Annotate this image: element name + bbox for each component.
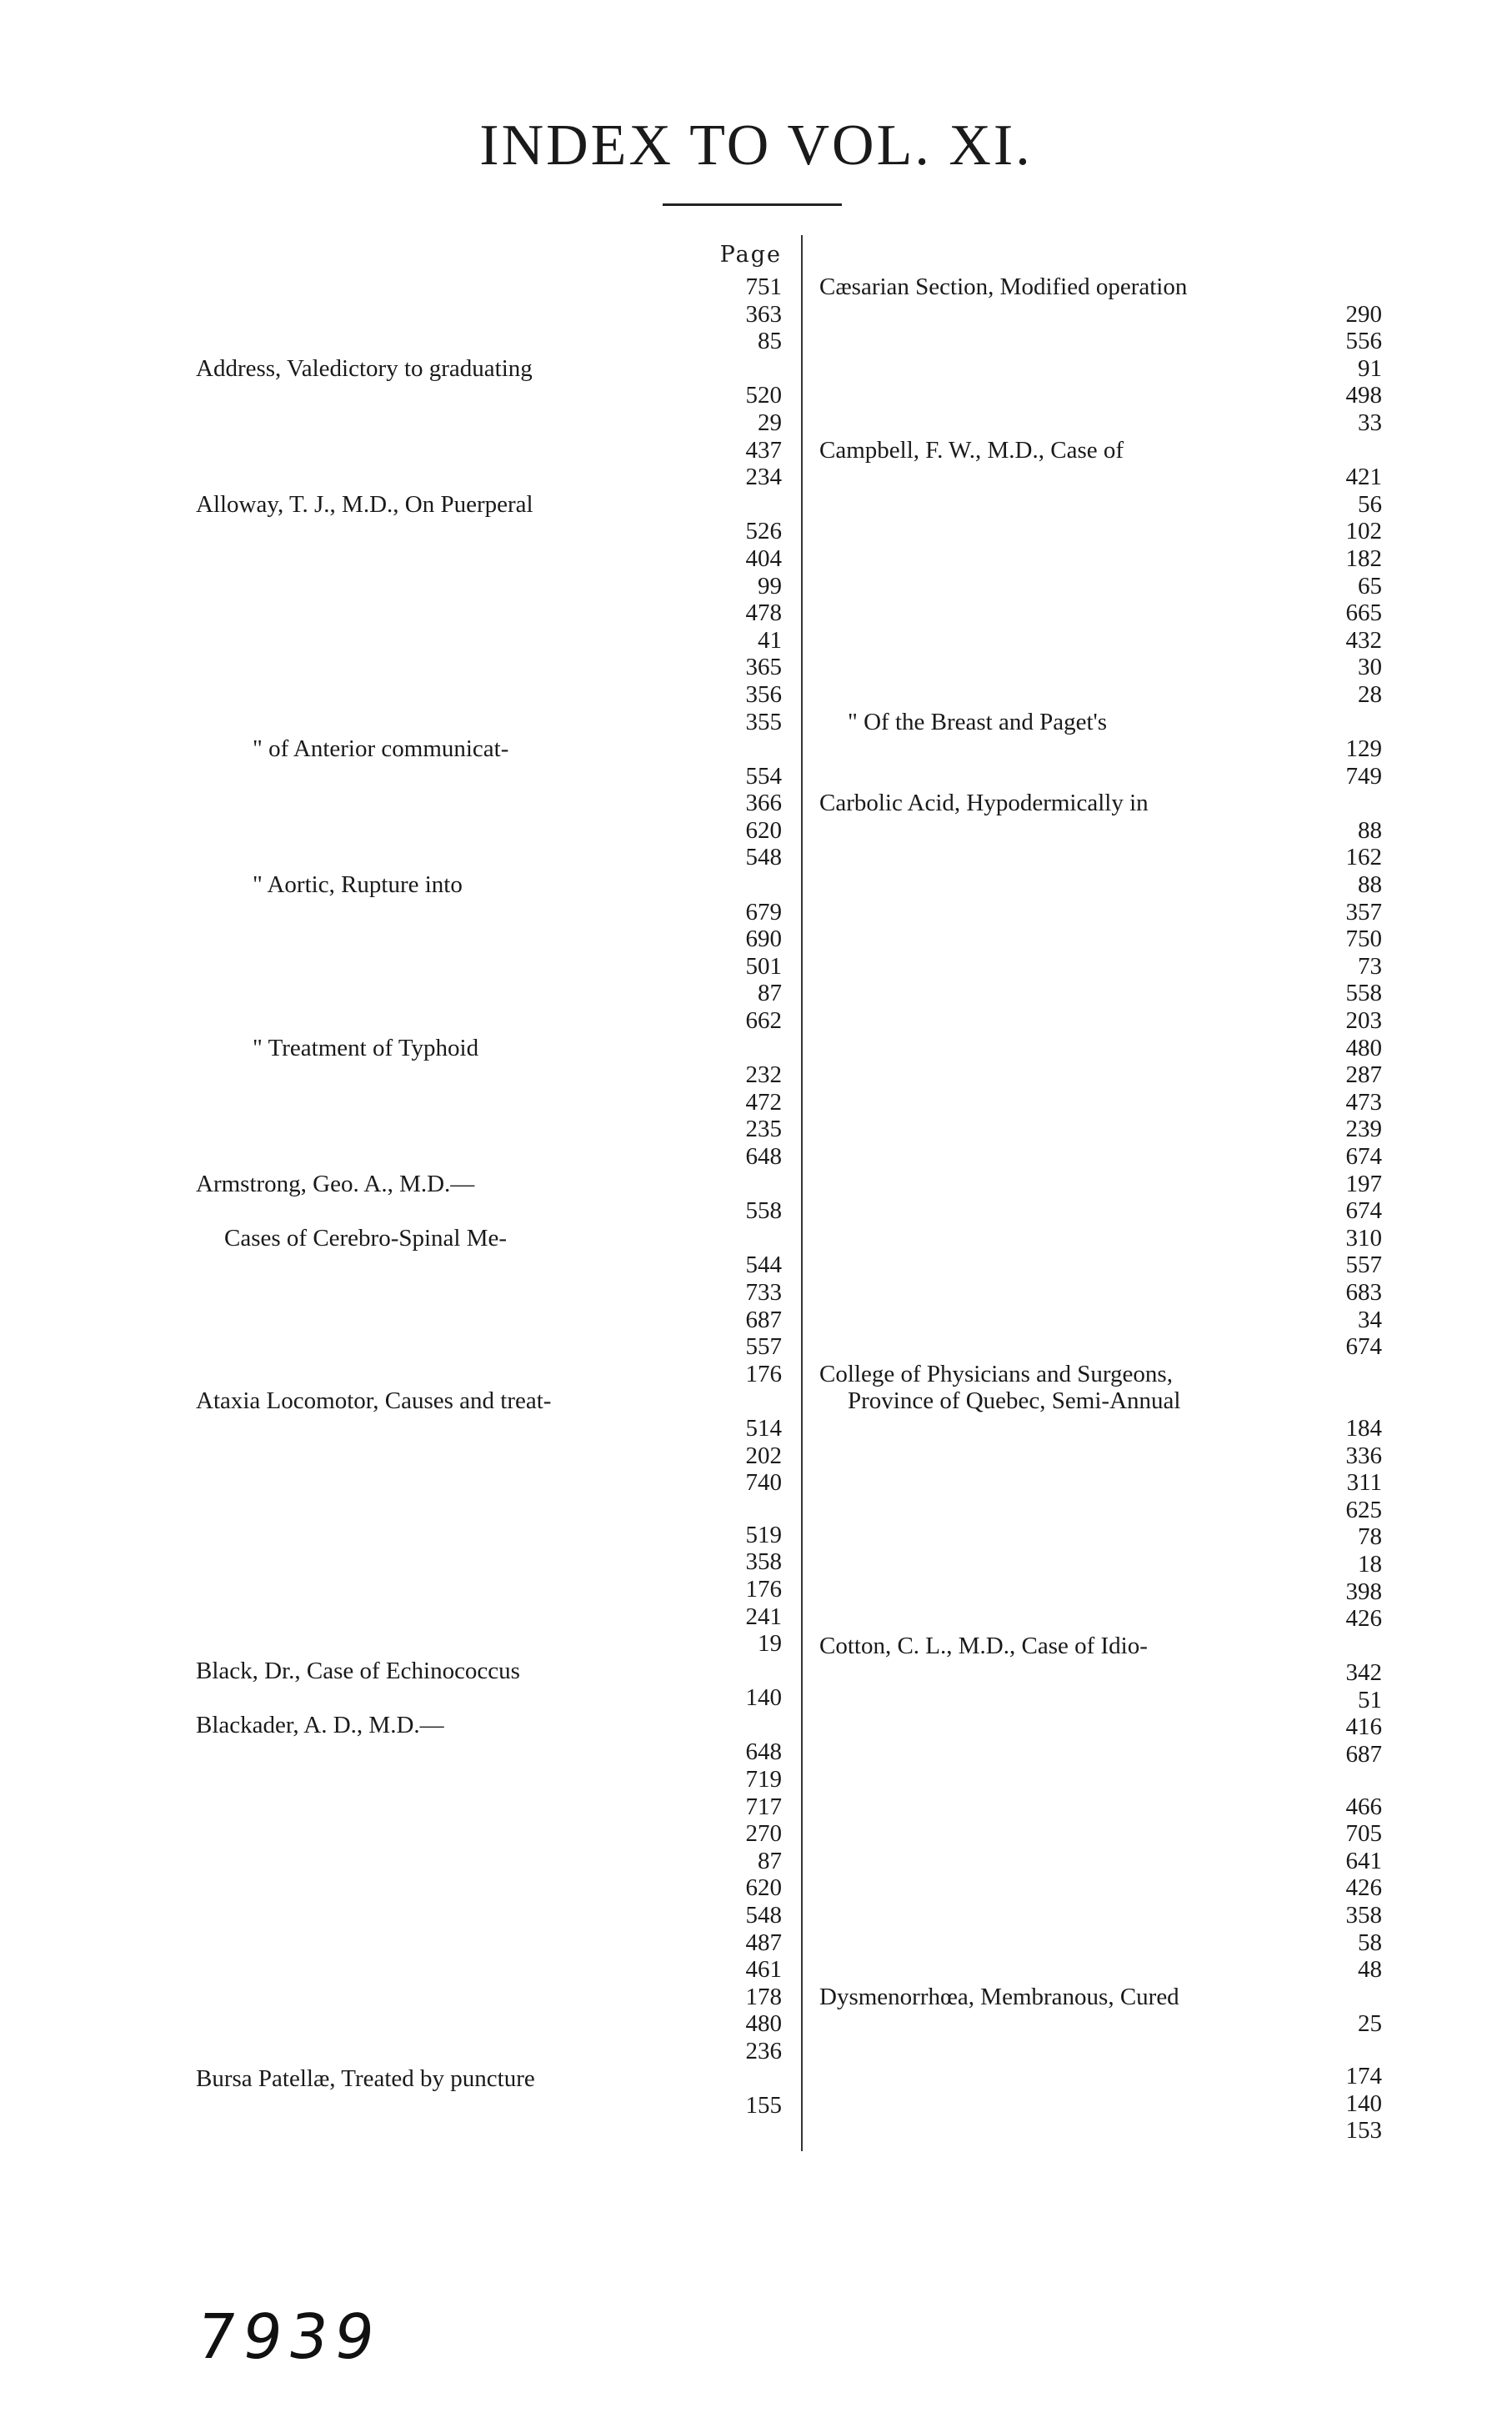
index-entry bbox=[196, 1089, 782, 1116]
index-entry-page: 404 bbox=[739, 545, 783, 573]
index-entry-text: Cotton, C. L., M.D., Case of Idio- bbox=[819, 1632, 1148, 1659]
index-entry bbox=[819, 1333, 1382, 1361]
index-entry-page: 683 bbox=[1339, 1279, 1383, 1307]
index-entry-page: 519 bbox=[739, 1522, 783, 1549]
index-entry bbox=[196, 844, 782, 871]
index-entry-page: 687 bbox=[739, 1307, 783, 1334]
index-entry-page: 749 bbox=[1339, 763, 1383, 790]
index-entry bbox=[196, 1007, 782, 1035]
index-entry bbox=[196, 1415, 782, 1442]
index-entry bbox=[819, 1902, 1382, 1929]
index-entry-page: 102 bbox=[1339, 518, 1383, 545]
index-entry-text: Cases of Cerebro-Spinal Me- bbox=[224, 1224, 508, 1252]
index-entry bbox=[196, 573, 782, 600]
index-column-left bbox=[196, 237, 782, 2119]
index-entry bbox=[819, 1820, 1382, 1848]
index-entry-page: 202 bbox=[739, 1442, 783, 1470]
index-entry bbox=[819, 1741, 1382, 1768]
index-entries-right bbox=[819, 273, 1382, 2145]
index-entry bbox=[196, 681, 782, 709]
index-entry bbox=[819, 899, 1382, 926]
index-entry-page: 140 bbox=[1339, 2090, 1383, 2118]
index-entry-page: 85 bbox=[751, 328, 782, 355]
index-entry bbox=[819, 1469, 1382, 1497]
index-entry bbox=[819, 790, 1382, 817]
index-entry bbox=[819, 1415, 1382, 1442]
index-entry-text: Armstrong, Geo. A., M.D.— bbox=[196, 1170, 475, 1197]
index-entry bbox=[819, 1633, 1382, 1660]
index-entry-page: 648 bbox=[739, 1738, 783, 1766]
index-entry-page: 357 bbox=[1339, 899, 1383, 926]
index-entry bbox=[819, 1848, 1382, 1875]
index-entry-page: 355 bbox=[739, 709, 783, 736]
column-divider bbox=[801, 235, 803, 2151]
index-entry bbox=[196, 899, 782, 926]
index-entry-page: 432 bbox=[1339, 627, 1383, 655]
index-entry bbox=[196, 871, 782, 899]
index-entry bbox=[196, 953, 782, 981]
index-entry bbox=[196, 1848, 782, 1875]
index-entry-page: 28 bbox=[1351, 681, 1382, 709]
index-entry-page: 178 bbox=[739, 1984, 783, 2011]
index-entry bbox=[819, 763, 1382, 790]
index-entry-page: 674 bbox=[1339, 1333, 1383, 1361]
index-entry bbox=[819, 355, 1382, 383]
index-entry-page: 426 bbox=[1339, 1605, 1383, 1633]
index-entry bbox=[819, 1523, 1382, 1551]
index-entry-text: Campbell, F. W., M.D., Case of bbox=[819, 436, 1124, 464]
index-entry bbox=[196, 926, 782, 953]
index-entry-page: 182 bbox=[1339, 545, 1383, 573]
index-entry bbox=[819, 1687, 1382, 1714]
index-entry bbox=[196, 1603, 782, 1631]
index-entry-text: " Aortic, Rupture into bbox=[253, 871, 463, 899]
index-entry-text: Alloway, T. J., M.D., On Puerperal bbox=[196, 490, 533, 518]
index-entry-page: 750 bbox=[1339, 926, 1383, 953]
index-entry bbox=[819, 518, 1382, 545]
index-entry-page: 29 bbox=[751, 409, 782, 437]
index-entry bbox=[819, 1143, 1382, 1171]
index-entry-page: 558 bbox=[1339, 980, 1383, 1007]
index-entry bbox=[196, 709, 782, 736]
index-entry-page: 232 bbox=[739, 1061, 783, 1089]
index-entry bbox=[196, 1442, 782, 1470]
index-entry bbox=[819, 926, 1382, 953]
index-entry bbox=[819, 382, 1382, 409]
index-entry bbox=[819, 709, 1382, 736]
index-entry bbox=[819, 1874, 1382, 1902]
index-entry bbox=[819, 1089, 1382, 1116]
index-entry-page: 665 bbox=[1339, 599, 1383, 627]
index-entry bbox=[819, 1361, 1382, 1388]
index-entry-text: " of Anterior communicat- bbox=[253, 735, 509, 763]
index-entry bbox=[196, 491, 782, 519]
index-entry-page: 719 bbox=[739, 1766, 783, 1793]
index-entry-page: 487 bbox=[739, 1929, 783, 1957]
index-entry-text: Province of Quebec, Semi-Annual bbox=[848, 1387, 1181, 1415]
index-entry bbox=[196, 1956, 782, 1984]
index-entry bbox=[819, 654, 1382, 681]
index-entry bbox=[196, 817, 782, 845]
index-entry bbox=[196, 2092, 782, 2119]
index-entry bbox=[819, 2117, 1382, 2145]
index-entry bbox=[196, 1361, 782, 1388]
index-entry-page: 514 bbox=[739, 1415, 783, 1442]
index-entry bbox=[196, 627, 782, 655]
index-entry bbox=[819, 409, 1382, 437]
index-column-right bbox=[819, 237, 1382, 2145]
index-entry-page: 526 bbox=[739, 518, 783, 545]
index-entry bbox=[819, 464, 1382, 491]
index-entry-page: 416 bbox=[1339, 1713, 1383, 1741]
index-entry bbox=[819, 1497, 1382, 1524]
index-entry bbox=[196, 1116, 782, 1143]
index-entry-page: 336 bbox=[1339, 1442, 1383, 1470]
index-entry bbox=[196, 980, 782, 1007]
index-entry-page: 176 bbox=[739, 1361, 783, 1388]
index-entry bbox=[196, 1035, 782, 1062]
index-entry bbox=[819, 1793, 1382, 1821]
index-entry-page: 25 bbox=[1351, 2010, 1382, 2038]
handwritten-number: 7939 bbox=[191, 2301, 386, 2373]
index-entry-page: 153 bbox=[1339, 2117, 1383, 2145]
index-entry-page: 270 bbox=[739, 1820, 783, 1848]
index-entry-page: 197 bbox=[1339, 1171, 1383, 1198]
index-entry bbox=[196, 328, 782, 355]
page-title: INDEX TO VOL. XI. bbox=[479, 113, 1033, 178]
index-entry-page: 544 bbox=[739, 1252, 783, 1279]
index-entry-page: 625 bbox=[1339, 1497, 1383, 1524]
index-entry bbox=[819, 1252, 1382, 1279]
index-entry bbox=[819, 1984, 1382, 2011]
index-entry bbox=[196, 1522, 782, 1549]
index-entry-page: 358 bbox=[739, 1548, 783, 1576]
index-entry bbox=[819, 1116, 1382, 1143]
index-entry-page: 65 bbox=[1351, 573, 1382, 600]
index-entry-page: 466 bbox=[1339, 1793, 1383, 1821]
index-entry bbox=[196, 1469, 782, 1497]
index-entry-page: 56 bbox=[1351, 491, 1382, 519]
index-entry bbox=[196, 654, 782, 681]
index-entry-page: 421 bbox=[1339, 464, 1383, 491]
index-entry-page: 234 bbox=[739, 464, 783, 491]
index-entry-text: Dysmenorrhœa, Membranous, Cured bbox=[819, 1983, 1179, 2010]
index-entry-page: 235 bbox=[739, 1116, 783, 1143]
index-entry-page: 99 bbox=[751, 573, 782, 600]
index-entry-page: 310 bbox=[1339, 1225, 1383, 1252]
index-entry-page: 290 bbox=[1339, 301, 1383, 329]
index-entry bbox=[819, 1551, 1382, 1578]
index-entry bbox=[819, 1171, 1382, 1198]
index-entry-page: 480 bbox=[739, 2010, 783, 2038]
index-entry bbox=[819, 1279, 1382, 1307]
index-entry-page: 717 bbox=[739, 1793, 783, 1821]
index-entry bbox=[196, 2065, 782, 2093]
index-entry-page: 751 bbox=[739, 273, 783, 301]
index-entry bbox=[819, 2010, 1382, 2038]
index-entry-page: 176 bbox=[739, 1576, 783, 1603]
index-entry bbox=[196, 1658, 782, 1685]
index-entry bbox=[819, 1035, 1382, 1062]
index-entry-page: 287 bbox=[1339, 1061, 1383, 1089]
index-entry-page: 690 bbox=[739, 926, 783, 953]
index-entry-page: 87 bbox=[751, 1848, 782, 1875]
index-entry-page: 472 bbox=[739, 1089, 783, 1116]
index-entry bbox=[819, 1225, 1382, 1252]
index-entry-page: 740 bbox=[739, 1469, 783, 1497]
index-entry-text: Bursa Patellæ, Treated by puncture bbox=[196, 2064, 535, 2092]
index-entry bbox=[819, 573, 1382, 600]
index-entry bbox=[819, 1061, 1382, 1089]
index-entry-page: 88 bbox=[1351, 871, 1382, 899]
index-entry-text: Cæsarian Section, Modified operation bbox=[819, 273, 1188, 300]
index-entry-page: 34 bbox=[1351, 1307, 1382, 1334]
page-column-header: Page bbox=[719, 242, 782, 268]
index-entry-page: 558 bbox=[739, 1197, 783, 1225]
index-entry-page: 478 bbox=[739, 599, 783, 627]
index-entry bbox=[196, 518, 782, 545]
index-entry-page: 679 bbox=[739, 899, 783, 926]
index-entry-page: 498 bbox=[1339, 382, 1383, 409]
index-entry bbox=[196, 1902, 782, 1929]
index-entry bbox=[819, 491, 1382, 519]
index-entry-page: 641 bbox=[1339, 1848, 1383, 1875]
index-entry bbox=[196, 1984, 782, 2011]
index-entry bbox=[819, 2090, 1382, 2118]
index-entry bbox=[819, 627, 1382, 655]
index-entry bbox=[196, 545, 782, 573]
index-entry bbox=[196, 1225, 782, 1252]
index-entry-page: 48 bbox=[1351, 1956, 1382, 1984]
index-entry-page: 426 bbox=[1339, 1874, 1383, 1902]
index-entry bbox=[196, 1684, 782, 1712]
index-entry bbox=[819, 599, 1382, 627]
index-entry-text: " Treatment of Typhoid bbox=[253, 1034, 479, 1061]
index-entry bbox=[819, 301, 1382, 329]
index-entry-page: 241 bbox=[739, 1603, 783, 1631]
index-entry bbox=[819, 1387, 1382, 1415]
index-entry bbox=[196, 437, 782, 464]
index-entry-page: 548 bbox=[739, 844, 783, 871]
index-entry-text: Black, Dr., Case of Echinococcus bbox=[196, 1657, 520, 1684]
index-entry-page: 342 bbox=[1339, 1659, 1383, 1687]
title-rule bbox=[663, 203, 842, 206]
index-entry bbox=[819, 844, 1382, 871]
index-entry-page: 87 bbox=[751, 980, 782, 1007]
index-entry bbox=[819, 1442, 1382, 1470]
index-entry bbox=[819, 1578, 1382, 1606]
index-entry bbox=[196, 1252, 782, 1279]
index-entry bbox=[196, 382, 782, 409]
index-entry bbox=[196, 1793, 782, 1821]
index-entry bbox=[819, 328, 1382, 355]
index-entry bbox=[819, 1307, 1382, 1334]
index-entry bbox=[196, 1333, 782, 1361]
index-entry bbox=[819, 545, 1382, 573]
index-entry-page: 33 bbox=[1351, 409, 1382, 437]
index-entry-page: 687 bbox=[1339, 1741, 1383, 1768]
index-entry-page: 30 bbox=[1351, 654, 1382, 681]
index-entry-page: 437 bbox=[739, 437, 783, 464]
index-entry bbox=[196, 599, 782, 627]
index-entry bbox=[819, 871, 1382, 899]
index-entry bbox=[196, 1143, 782, 1171]
index-entry bbox=[819, 1713, 1382, 1741]
index-entry bbox=[196, 2010, 782, 2038]
index-entry bbox=[196, 1712, 782, 1739]
index-entry bbox=[196, 763, 782, 790]
index-entry bbox=[196, 1766, 782, 1793]
index-entry-text: Carbolic Acid, Hypodermically in bbox=[819, 790, 1149, 817]
index-entry-page: 705 bbox=[1339, 1820, 1383, 1848]
index-entry-page: 662 bbox=[739, 1007, 783, 1035]
index-entry-page: 18 bbox=[1351, 1551, 1382, 1578]
index-entry-page: 548 bbox=[739, 1902, 783, 1929]
index-entry-page: 648 bbox=[739, 1143, 783, 1171]
index-entry-page: 501 bbox=[739, 953, 783, 981]
index-entry bbox=[196, 1387, 782, 1415]
index-entry-page: 239 bbox=[1339, 1116, 1383, 1143]
index-entry bbox=[819, 1197, 1382, 1225]
index-entry-text: Address, Valedictory to graduating bbox=[196, 354, 533, 382]
index-entry bbox=[196, 1307, 782, 1334]
index-entry-text: " Of the Breast and Paget's bbox=[848, 708, 1108, 735]
index-entry bbox=[196, 2038, 782, 2065]
index-entry-page: 41 bbox=[751, 627, 782, 655]
index-entry-page: 365 bbox=[739, 654, 783, 681]
index-entry-text: College of Physicians and Surgeons, bbox=[819, 1360, 1173, 1387]
index-entry-page: 51 bbox=[1351, 1687, 1382, 1714]
index-entry bbox=[819, 2063, 1382, 2090]
index-entry bbox=[196, 1820, 782, 1848]
index-entry-page: 620 bbox=[739, 1874, 783, 1902]
index-entry bbox=[819, 1605, 1382, 1633]
index-entry-page: 58 bbox=[1351, 1929, 1382, 1957]
index-entry-page: 620 bbox=[739, 817, 783, 845]
index-entry-page: 398 bbox=[1339, 1578, 1383, 1606]
index-entry-page: 174 bbox=[1339, 2063, 1383, 2090]
index-entry-page: 356 bbox=[739, 681, 783, 709]
index-entry bbox=[196, 1171, 782, 1198]
index-entry bbox=[196, 1576, 782, 1603]
index-entry bbox=[196, 1197, 782, 1225]
index-entry-page: 557 bbox=[1339, 1252, 1383, 1279]
index-entry bbox=[196, 355, 782, 383]
index-entry-page: 140 bbox=[739, 1684, 783, 1712]
index-entry bbox=[819, 1956, 1382, 1984]
index-entry bbox=[819, 980, 1382, 1007]
index-entry-page: 78 bbox=[1351, 1523, 1382, 1551]
index-entry bbox=[196, 1929, 782, 1957]
index-entry bbox=[196, 273, 782, 301]
index-entry bbox=[196, 1061, 782, 1089]
index-entry-page: 674 bbox=[1339, 1143, 1383, 1171]
index-entry-page: 557 bbox=[739, 1333, 783, 1361]
index-entry bbox=[196, 735, 782, 763]
index-entry bbox=[196, 1279, 782, 1307]
index-entry-page: 184 bbox=[1339, 1415, 1383, 1442]
index-entry-page: 236 bbox=[739, 2038, 783, 2065]
index-entry-page: 554 bbox=[739, 763, 783, 790]
index-entry-page: 480 bbox=[1339, 1035, 1383, 1062]
index-entry-text: Blackader, A. D., M.D.— bbox=[196, 1711, 444, 1738]
index-entry bbox=[819, 1659, 1382, 1687]
index-entry-page: 461 bbox=[739, 1956, 783, 1984]
index-entry-page: 162 bbox=[1339, 844, 1383, 871]
index-entry bbox=[819, 437, 1382, 464]
index-entries-left bbox=[196, 273, 782, 2119]
index-entry bbox=[819, 273, 1382, 301]
index-entry-page: 73 bbox=[1351, 953, 1382, 981]
index-entry-page: 358 bbox=[1339, 1902, 1383, 1929]
index-entry-page: 19 bbox=[751, 1630, 782, 1658]
index-entry bbox=[196, 409, 782, 437]
index-entry-page: 520 bbox=[739, 382, 783, 409]
index-entry-page: 203 bbox=[1339, 1007, 1383, 1035]
index-entry-text: Ataxia Locomotor, Causes and treat- bbox=[196, 1387, 552, 1415]
index-entry-page: 363 bbox=[739, 301, 783, 329]
index-entry bbox=[819, 681, 1382, 709]
index-entry-page: 556 bbox=[1339, 328, 1383, 355]
index-entry bbox=[196, 1630, 782, 1658]
index-entry-page: 674 bbox=[1339, 1197, 1383, 1225]
index-entry bbox=[196, 790, 782, 817]
index-entry bbox=[819, 953, 1382, 981]
index-entry-page: 155 bbox=[739, 2092, 783, 2119]
index-entry-page: 733 bbox=[739, 1279, 783, 1307]
index-entry bbox=[819, 1007, 1382, 1035]
index-entry bbox=[819, 1929, 1382, 1957]
index-entry bbox=[196, 1548, 782, 1576]
index-entry-page: 311 bbox=[1340, 1469, 1382, 1497]
index-entry-page: 473 bbox=[1339, 1089, 1383, 1116]
index-entry bbox=[196, 301, 782, 329]
index-entry bbox=[196, 1738, 782, 1766]
index-entry bbox=[196, 464, 782, 491]
index-entry-page: 366 bbox=[739, 790, 783, 817]
index-entry-page: 129 bbox=[1339, 735, 1383, 763]
index-entry bbox=[819, 817, 1382, 845]
index-entry bbox=[819, 735, 1382, 763]
index-entry-page: 91 bbox=[1351, 355, 1382, 383]
index-entry-page: 88 bbox=[1351, 817, 1382, 845]
index-entry bbox=[196, 1874, 782, 1902]
